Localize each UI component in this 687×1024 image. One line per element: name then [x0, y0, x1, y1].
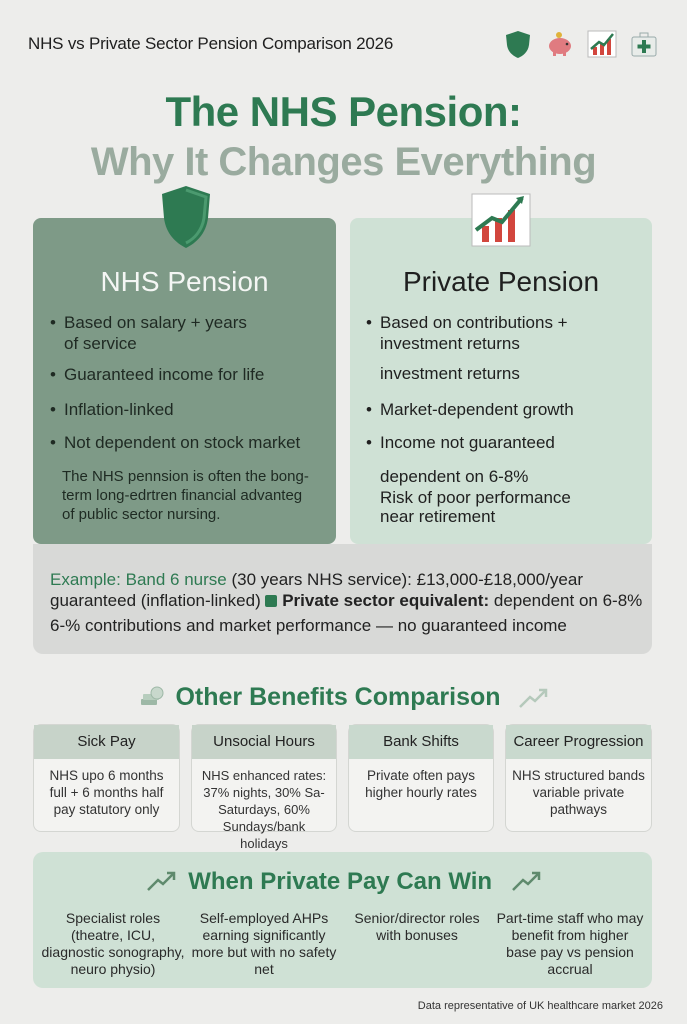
benefit-card-body: Private often pays higher hourly rates	[365, 768, 477, 800]
benefit-card-career-progression	[505, 724, 652, 832]
private-bullet: • Based on contributions +	[380, 312, 568, 333]
private-text-line: near retirement	[380, 507, 496, 526]
piggy-bank-icon	[545, 29, 575, 59]
benefit-card-body: NHS structured bands variable private pathways	[512, 768, 645, 817]
nhs-bullet-continued: of service	[64, 334, 137, 353]
nhs-bullet: • Guaranteed income for life	[64, 364, 264, 385]
benefit-card-unsocial-hours	[191, 724, 337, 851]
nhs-panel-title: NHS Pension	[100, 266, 269, 297]
benefit-card-body: NHS upo 6 months full + 6 months half pay statutory only	[49, 768, 164, 817]
nhs-shield-icon	[158, 184, 214, 250]
trend-up-icon	[511, 870, 541, 899]
private-bullet: • Income not guaranteed	[380, 432, 555, 453]
example-line-2-rest: dependent on 6-8%	[489, 591, 643, 610]
top-bar	[0, 0, 687, 88]
private-wins-title-text: When Private Pay Can Win	[188, 868, 493, 895]
benefit-card-heading: Sick Pay	[34, 725, 179, 759]
growth-chart-icon	[587, 29, 617, 59]
example-line-1-rest: (30 years NHS service): £13,000-£18,000/year	[226, 570, 583, 589]
page-header-title: NHS vs Private Sector Pension Comparison 2026	[28, 34, 394, 53]
benefits-section-title	[0, 683, 687, 716]
nhs-bullet: • Based on salary + years	[64, 312, 247, 333]
benefit-card-sick-pay	[33, 724, 180, 832]
footer-note: Data representative of UK healthcare market 2026	[417, 1000, 663, 1012]
example-line-2	[50, 590, 642, 612]
example-private-label: Private sector equivalent:	[282, 591, 490, 610]
private-wins-item: Senior/director roles with bonuses	[354, 910, 480, 943]
money-stack-icon	[139, 685, 165, 716]
header-icons	[503, 29, 659, 59]
benefit-card-bank-shifts	[348, 724, 494, 832]
headline-line-2: Why It Changes Everything	[90, 140, 597, 184]
nhs-panel-note: The NHS pennsion is often the bong-term long-edrtren financial advanteg of public sector nursing.	[62, 468, 309, 523]
trend-up-icon	[518, 687, 548, 716]
private-wins-item: Specialist roles (theatre, ICU, diagnostic sonography, neuro physio)	[41, 910, 185, 977]
benefit-card-body: NHS enhanced rates: 37% nights, 30% Sa-Saturdays, 60% Sundays/bank holidays	[201, 768, 327, 851]
example-line-3: 6-% contributions and market performance — no guaranteed income	[50, 616, 567, 635]
benefits-title-text: Other Benefits Comparison	[175, 683, 501, 711]
private-growth-chart-icon	[470, 190, 532, 248]
example-line-1	[50, 569, 583, 591]
private-bullet-continued: investment returns	[380, 334, 520, 353]
example-label: Example:	[50, 570, 121, 589]
trend-up-icon	[146, 870, 176, 899]
benefit-card-heading: Bank Shifts	[349, 725, 493, 759]
private-wins-item: Part-time staff who may benefit from higher base pay vs pension accrual	[496, 910, 644, 977]
nhs-bullet: • Inflation-linked	[64, 399, 174, 420]
headline-line-1: The NHS Pension:	[165, 88, 522, 135]
arrow-right-icon	[265, 595, 277, 607]
private-bullet: • Market-dependent growth	[380, 399, 574, 420]
benefit-card-heading: Unsocial Hours	[192, 725, 336, 759]
nhs-bullet: • Not dependent on stock market	[64, 432, 300, 453]
private-wins-item: Self-employed AHPs earning significantly more but with no safety net	[191, 910, 337, 977]
shield-icon	[503, 29, 533, 59]
private-text-line: investment returns	[380, 364, 520, 383]
private-text-line: Risk of poor performance	[380, 488, 571, 507]
private-panel-title: Private Pension	[402, 266, 600, 297]
private-wins-title	[0, 868, 687, 899]
benefit-card-heading: Career Progression	[506, 725, 651, 759]
private-text-line: dependent on 6-8%	[380, 467, 529, 486]
example-guaranteed: guaranteed (inflation-linked)	[50, 591, 261, 610]
medical-kit-icon	[629, 29, 659, 59]
example-band: Band 6 nurse	[125, 570, 227, 589]
